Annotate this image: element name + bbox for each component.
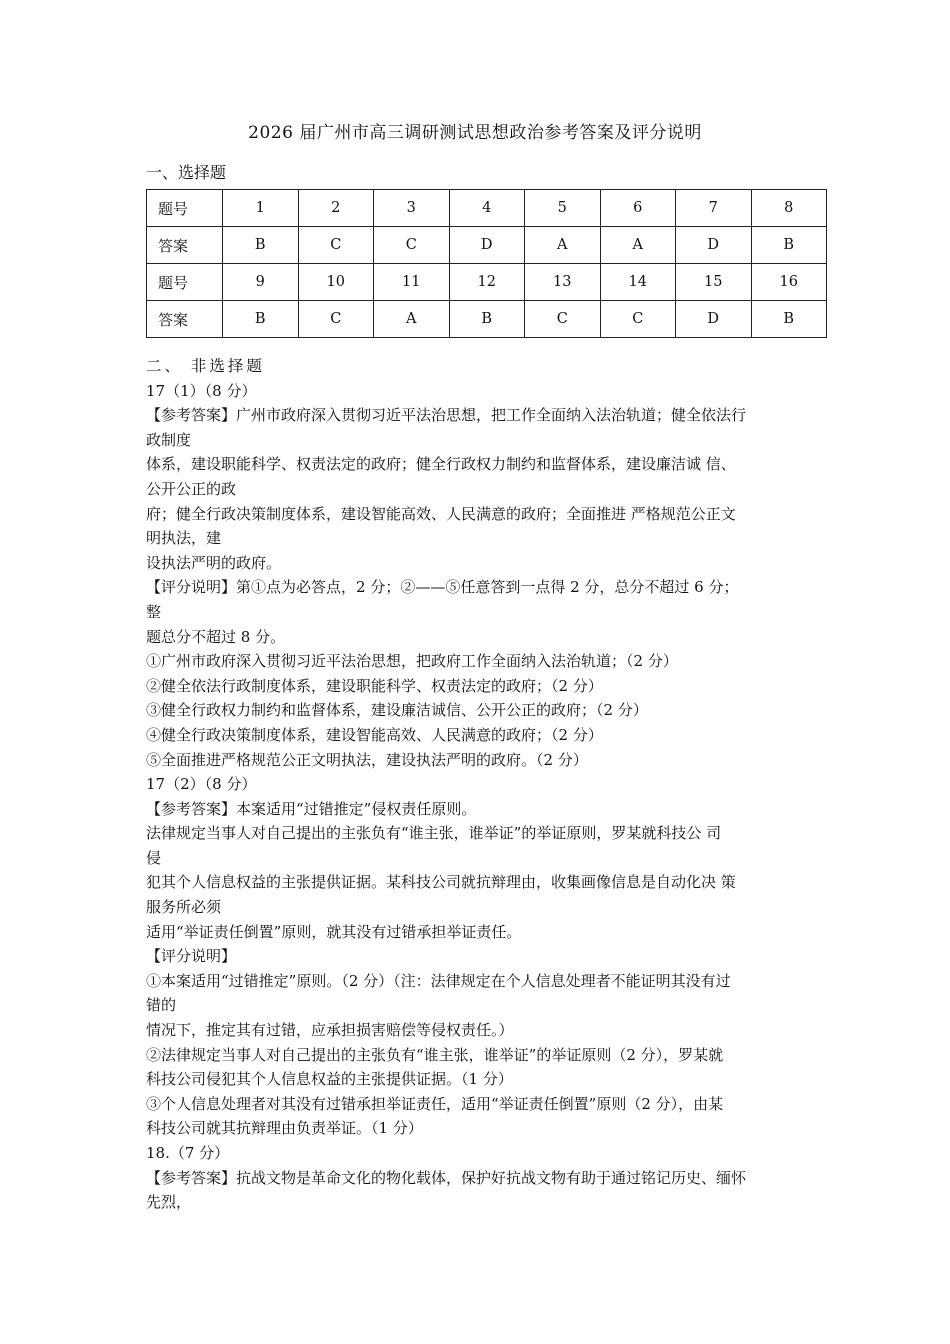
table-cell: 3 xyxy=(374,190,450,227)
text-line: 公开公正的政 xyxy=(146,479,237,498)
text-line: 整 xyxy=(146,602,162,621)
text-line: 适用“举证责任倒置”原则，就其没有过错承担举证责任。 xyxy=(146,922,522,941)
table-cell: 8 xyxy=(751,190,827,227)
table-cell: 13 xyxy=(525,264,601,301)
text-line: 设执法严明的政府。 xyxy=(146,553,282,572)
table-cell: C xyxy=(374,227,450,264)
table-cell: A xyxy=(600,227,676,264)
table-cell: 16 xyxy=(751,264,827,301)
row-label: 题号 xyxy=(147,264,223,301)
table-cell: C xyxy=(298,227,374,264)
text-line: 【参考答案】广州市政府深入贯彻习近平法治思想，把工作全面纳入法治轨道；健全依法行 xyxy=(146,406,747,425)
text-line: ②健全依法行政制度体系，建设职能科学、权责法定的政府；（2 分） xyxy=(146,676,603,695)
text-line: 18.（7 分） xyxy=(146,1144,230,1162)
row-label: 题号 xyxy=(147,190,223,227)
table-cell: 1 xyxy=(223,190,299,227)
text-line: ④健全行政决策制度体系，建设智能高效、人民满意的政府；（2 分） xyxy=(146,725,603,744)
table-cell: D xyxy=(449,227,525,264)
answer-table xyxy=(146,189,827,338)
section-heading-choice: 一、选择题 xyxy=(146,163,227,182)
text-line: 【评分说明】 xyxy=(146,947,237,966)
text-line: ①广州市政府深入贯彻习近平法治思想，把政府工作全面纳入法治轨道；（2 分） xyxy=(146,652,678,671)
text-line: 明执法，建 xyxy=(146,529,222,548)
text-line: ③个人信息处理者对其没有过错承担举证责任，适用“举证责任倒置”原则（2 分），由某 xyxy=(146,1094,724,1113)
table-cell: 14 xyxy=(600,264,676,301)
table-cell: B xyxy=(751,301,827,338)
text-line: 法律规定当事人对自己提出的主张负有“谁主张，谁举证”的举证原则，罗某就科技公 司 xyxy=(146,824,722,843)
text-line: 犯其个人信息权益的主张提供证据。某科技公司就抗辩理由，收集画像信息是自动化决 策 xyxy=(146,873,736,892)
table-cell: 15 xyxy=(676,264,752,301)
table-cell: 2 xyxy=(298,190,374,227)
text-line: ⑤全面推进严格规范公正文明执法，建设执法严明的政府。（2 分） xyxy=(146,750,588,769)
text-line: ②法律规定当事人对自己提出的主张负有“谁主张，谁举证”的举证原则（2 分），罗某就 xyxy=(146,1045,724,1064)
table-cell: A xyxy=(525,227,601,264)
text-line: 先烈， xyxy=(146,1193,192,1212)
text-line: 情况下，推定其有过错，应承担损害赔偿等侵权责任。） xyxy=(146,1021,514,1040)
table-row xyxy=(147,301,827,338)
table-cell: 10 xyxy=(298,264,374,301)
text-line: 【参考答案】本案适用“过错推定”侵权责任原则。 xyxy=(146,799,477,818)
row-label: 答案 xyxy=(147,227,223,264)
table-row xyxy=(147,190,827,227)
table-cell: B xyxy=(751,227,827,264)
text-line: 17（1）（8 分） xyxy=(146,381,257,400)
table-cell: B xyxy=(223,227,299,264)
table-cell: C xyxy=(525,301,601,338)
text-line: 政制度 xyxy=(146,430,192,449)
table-cell: 11 xyxy=(374,264,450,301)
text-line: 错的 xyxy=(146,996,177,1015)
text-line: 科技公司侵犯其个人信息权益的主张提供证据。（1 分） xyxy=(146,1070,513,1089)
text-line: 【参考答案】抗战文物是革命文化的物化载体，保护好抗战文物有助于通过铭记历史、缅怀 xyxy=(146,1168,747,1187)
table-cell: 4 xyxy=(449,190,525,227)
text-line: 【评分说明】第①点为必答点，2 分；②——⑤任意答到一点得 2 分，总分不超过 6 分； xyxy=(146,578,739,597)
text-line: 府；健全行政决策制度体系，建设智能高效、人民满意的政府；全面推进 严格规范公正文 xyxy=(146,504,736,523)
page-title: 2026 届广州市高三调研测试思想政治参考答案及评分说明 xyxy=(248,123,702,143)
text-line: ①本案适用“过错推定”原则。（2 分）（注：法律规定在个人信息处理者不能证明其没有过 xyxy=(146,971,731,990)
table-cell: 7 xyxy=(676,190,752,227)
text-line: ③健全行政权力制约和监督体系，建设廉洁诚信、公开公正的政府；（2 分） xyxy=(146,701,648,720)
table-cell: B xyxy=(449,301,525,338)
table-cell: A xyxy=(374,301,450,338)
text-line: 科技公司就其抗辩理由负责举证。（1 分） xyxy=(146,1119,423,1138)
answer-body xyxy=(146,354,812,1215)
table-cell: 9 xyxy=(223,264,299,301)
text-line: 服务所必须 xyxy=(146,898,222,917)
table-cell: 6 xyxy=(600,190,676,227)
table-cell: D xyxy=(676,227,752,264)
section-heading-nonchoice: 二、 非选择题 xyxy=(146,357,265,375)
text-line: 侵 xyxy=(146,848,162,867)
text-line: 题总分不超过 8 分。 xyxy=(146,627,286,646)
table-cell: 12 xyxy=(449,264,525,301)
text-line: 体系，建设职能科学、权责法定的政府；健全行政权力制约和监督体系，建设廉洁诚 信、 xyxy=(146,455,736,474)
table-cell: B xyxy=(223,301,299,338)
table-row xyxy=(147,264,827,301)
table-cell: D xyxy=(676,301,752,338)
table-cell: 5 xyxy=(525,190,601,227)
table-cell: C xyxy=(298,301,374,338)
table-cell: C xyxy=(600,301,676,338)
table-row xyxy=(147,227,827,264)
text-line: 17（2）（8 分） xyxy=(146,775,257,794)
row-label: 答案 xyxy=(147,301,223,338)
